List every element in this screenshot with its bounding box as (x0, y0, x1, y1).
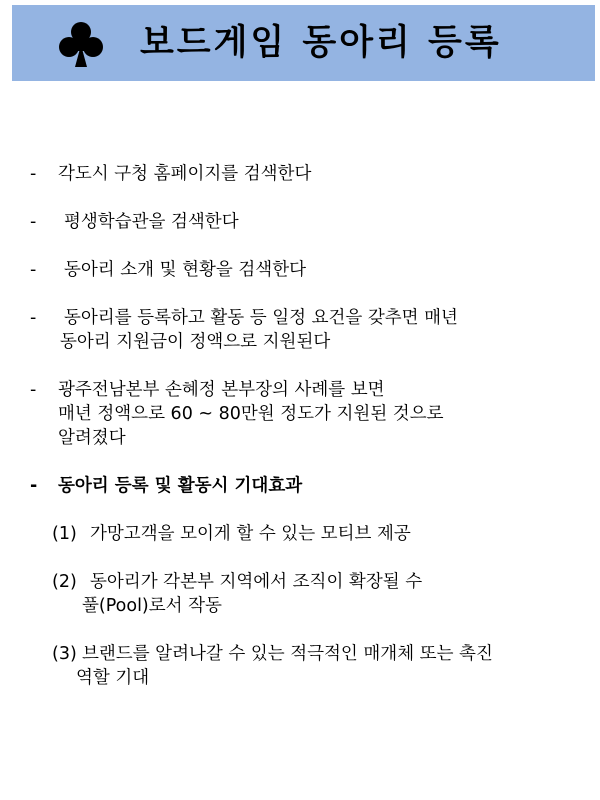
bullet-dash: - (30, 212, 37, 232)
list-item-text: 광주전남본부 손혜정 본부장의 사례를 보면 (58, 380, 385, 400)
list-item-text: 동아리 소개 및 현황을 검색한다 (64, 260, 307, 280)
section-heading: 동아리 등록 및 활동시 기대효과 (58, 476, 303, 496)
effect-text: 가망고객을 모이게 할 수 있는 모티브 제공 (90, 524, 411, 544)
effect-text: 풀(Pool)로서 작동 (82, 596, 222, 616)
effect-number: (1) (52, 524, 77, 544)
bullet-dash: - (30, 260, 37, 280)
list-item-text: 각도시 구청 홈페이지를 검색한다 (58, 164, 312, 184)
effect-text: 브랜드를 알려나갈 수 있는 적극적인 매개체 또는 촉진 (82, 644, 493, 664)
effect-text: 동아리가 각본부 지역에서 조직이 확장될 수 (90, 572, 423, 592)
list-item-text: 평생학습관을 검색한다 (64, 212, 239, 232)
page-title: 보드게임 동아리 등록 (140, 23, 502, 63)
effect-text: 역할 기대 (76, 668, 150, 688)
bullet-dash: - (30, 308, 37, 328)
list-item-text: 동아리 지원금이 정액으로 지원된다 (60, 332, 331, 352)
effect-number: (2) (52, 572, 77, 592)
list-item-text: 동아리를 등록하고 활동 등 일정 요건을 갖추면 매년 (64, 308, 458, 328)
list-item-text: 매년 정액으로 60 ~ 80만원 정도가 지원된 것으로 (58, 404, 444, 424)
effect-number: (3) (52, 644, 77, 664)
bullet-dash: - (30, 476, 38, 496)
bullet-dash: - (30, 164, 37, 184)
list-item-text: 알려졌다 (58, 428, 126, 448)
bullet-dash: - (30, 380, 37, 400)
